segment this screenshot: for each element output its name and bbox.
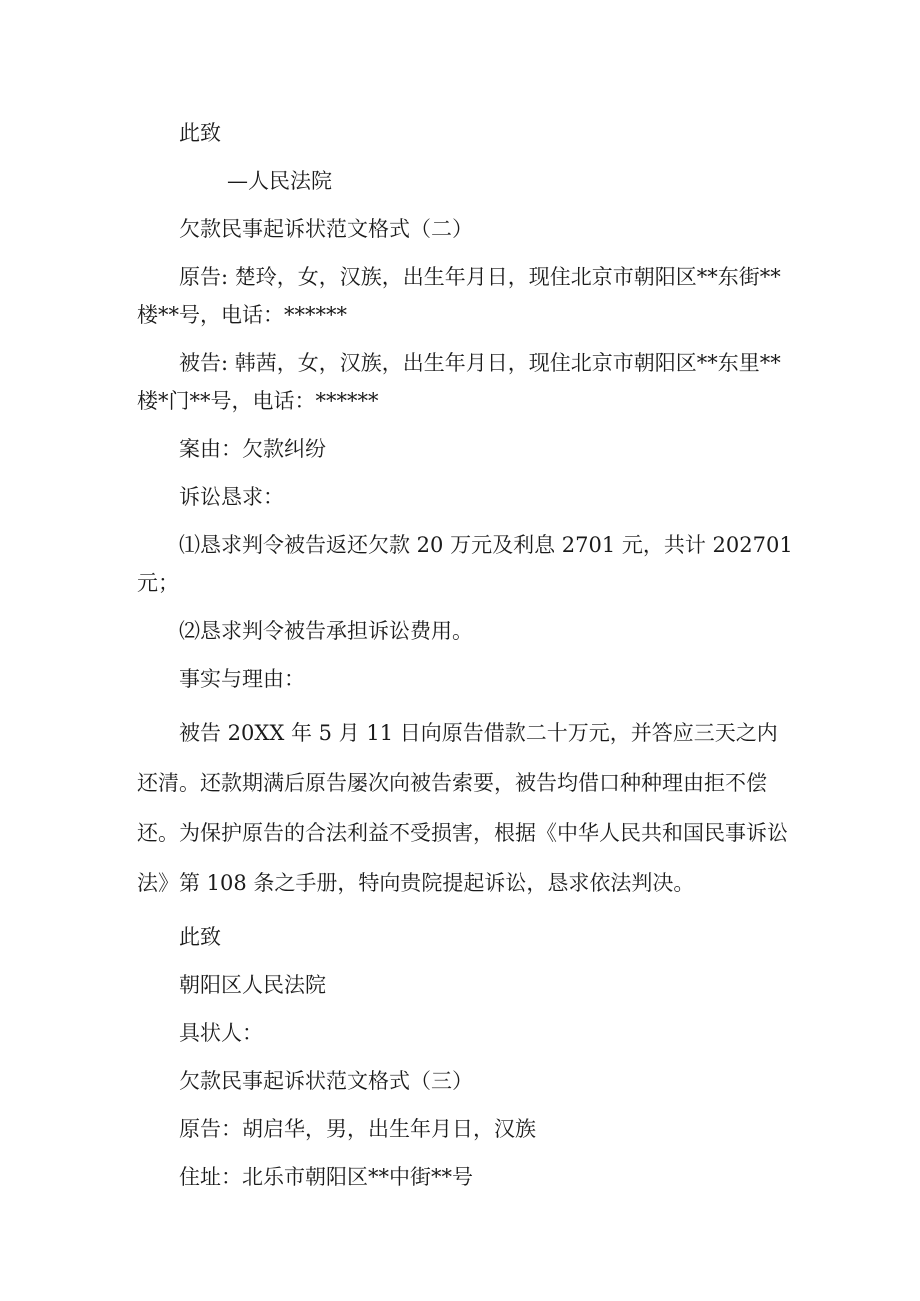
section-heading-2: 欠款民事起诉状范文格式（二） bbox=[179, 217, 473, 241]
address-info-3: 住址：北乐市朝阳区**中街**号 bbox=[179, 1165, 473, 1189]
claim-item-2: ⑵恳求判令被告承担诉讼费用。 bbox=[179, 619, 473, 643]
facts-body: 被告 20XX 年 5 月 11 日向原告借款二十万元，并答应三天之内还清。还款期满后原告屡次向被告索要，被告均借口种种理由拒不偿还。为保护原告的合法利益不受损害，根据《中华人民共和国民事诉讼法》第 108 条之手册，特向贵院提起诉讼，恳求依法判决。 bbox=[137, 721, 788, 895]
court-addressee: —人民法院 bbox=[227, 169, 332, 193]
facts-heading: 事实与理由： bbox=[179, 667, 305, 691]
plaintiff-info: 原告: 楚玲，女，汉族，出生年月日，现住北京市朝阳区**东街**楼**号，电话：****** bbox=[137, 265, 781, 327]
claim-item-1: ⑴恳求判令被告返还欠款 20 万元及利息 2701 元，共计 202701 元； bbox=[137, 533, 793, 595]
defendant-info: 被告: 韩茜，女，汉族，出生年月日，现住北京市朝阳区**东里**楼*门**号，电话：****** bbox=[137, 351, 781, 413]
signatory-label: 具状人： bbox=[179, 1021, 263, 1045]
closing-salutation-2: 此致 bbox=[179, 925, 221, 949]
section-heading-3: 欠款民事起诉状范文格式（三） bbox=[179, 1069, 473, 1093]
court-name: 朝阳区人民法院 bbox=[179, 973, 326, 997]
claims-heading: 诉讼恳求： bbox=[179, 485, 284, 509]
plaintiff-info-3: 原告：胡启华，男，出生年月日，汉族 bbox=[179, 1117, 536, 1141]
case-cause: 案由：欠款纠纷 bbox=[179, 437, 326, 461]
document-body bbox=[137, 114, 797, 1196]
closing-salutation: 此致 bbox=[179, 121, 221, 145]
